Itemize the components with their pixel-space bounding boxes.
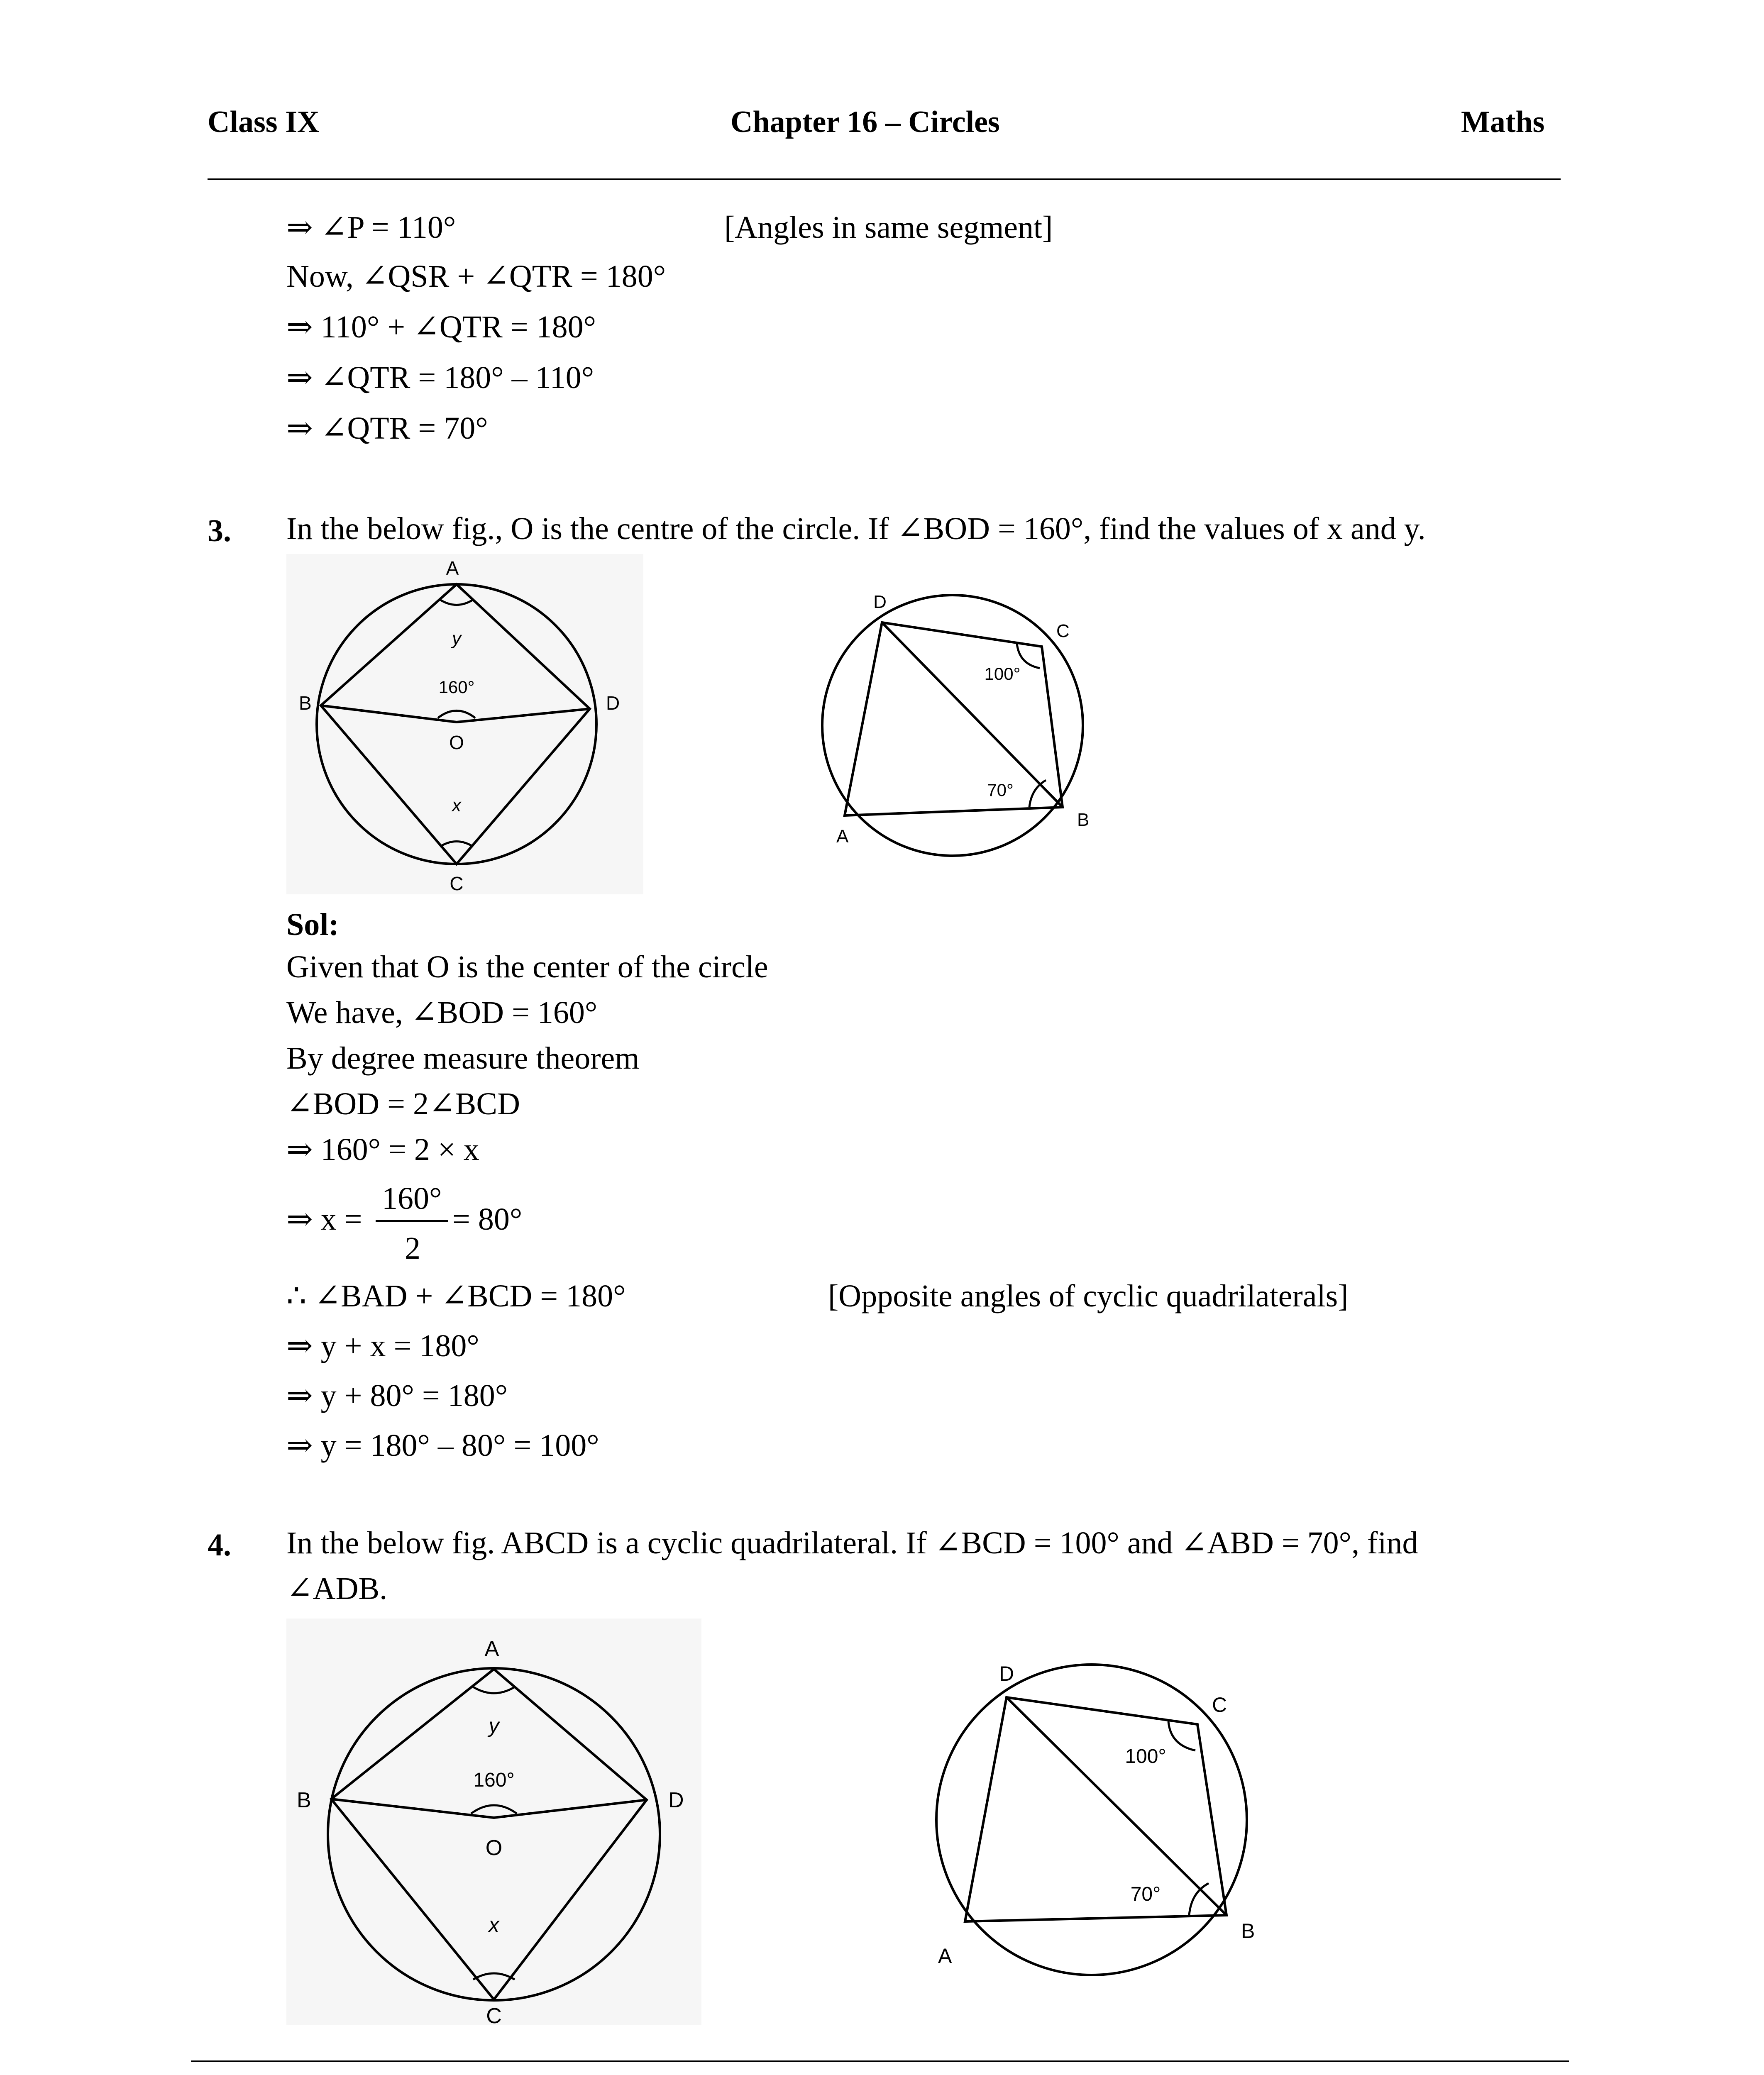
quad-figure bbox=[913, 1656, 1287, 1988]
angle-arc-c bbox=[1168, 1721, 1195, 1750]
solution-line: ⇒ y + x = 180° bbox=[286, 1328, 479, 1363]
circle-figure bbox=[286, 554, 643, 894]
angle-arc-a bbox=[440, 600, 473, 605]
solution-line: By degree measure theorem bbox=[286, 1041, 640, 1076]
label-angle-c: 100° bbox=[1125, 1745, 1166, 1767]
label-a: A bbox=[836, 826, 849, 847]
label-a: A bbox=[484, 1637, 499, 1661]
question-number: 3. bbox=[208, 513, 231, 548]
label-x: x bbox=[452, 795, 461, 815]
angle-arc-o bbox=[471, 1805, 517, 1814]
header-subject: Maths bbox=[1461, 105, 1545, 139]
label-b: B bbox=[1241, 1919, 1255, 1943]
label-o: O bbox=[449, 732, 464, 753]
solution-line: ⇒ y = 180° – 80° = 100° bbox=[286, 1428, 599, 1463]
label-angle-b: 70° bbox=[1130, 1883, 1161, 1905]
step-line: ⇒ ∠QTR = 180° – 110° bbox=[286, 360, 594, 395]
fraction-numerator: 160° bbox=[382, 1181, 442, 1216]
solution-line: ∴ ∠BAD + ∠BCD = 180° bbox=[286, 1279, 626, 1313]
header-chapter-title: Chapter 16 – Circles bbox=[731, 105, 1000, 139]
label-d: D bbox=[606, 692, 620, 714]
label-x: x bbox=[489, 1913, 499, 1936]
label-c: C bbox=[486, 2004, 502, 2025]
circle-figure bbox=[286, 1618, 701, 2025]
solution-line: Given that O is the center of the circle bbox=[286, 950, 768, 984]
label-o: O bbox=[485, 1836, 503, 1860]
angle-arc-b bbox=[1029, 780, 1046, 807]
label-c: C bbox=[1056, 621, 1070, 641]
diagonal-db bbox=[1007, 1697, 1226, 1915]
angle-arc-a bbox=[473, 1687, 515, 1693]
fraction-denominator: 2 bbox=[405, 1231, 420, 1266]
solution-label: Sol: bbox=[286, 907, 339, 942]
question-text: In the below fig. ABCD is a cyclic quadrilateral. If ∠BCD = 100° and ∠ABD = 70°, find bbox=[286, 1526, 1418, 1560]
diagonal-db bbox=[882, 622, 1063, 807]
step-line: Now, ∠QSR + ∠QTR = 180° bbox=[286, 259, 666, 294]
label-angle-bod: 160° bbox=[473, 1769, 515, 1791]
step-line: ⇒ ∠P = 110° bbox=[286, 210, 456, 245]
fraction-prefix: ⇒ x = bbox=[286, 1202, 362, 1237]
label-angle-c: 100° bbox=[984, 664, 1021, 684]
header-class: Class IX bbox=[208, 105, 320, 139]
radius-lines bbox=[331, 1799, 647, 1818]
label-d: D bbox=[668, 1788, 684, 1812]
step-line: ⇒ 110° + ∠QTR = 180° bbox=[286, 310, 596, 344]
label-angle-b: 70° bbox=[987, 780, 1014, 800]
label-c: C bbox=[1212, 1693, 1227, 1716]
reason-note: [Opposite angles of cyclic quadrilaterals] bbox=[828, 1279, 1349, 1313]
label-d: D bbox=[873, 592, 887, 612]
solution-line: ⇒ 160° = 2 × x bbox=[286, 1132, 479, 1167]
label-y: y bbox=[489, 1714, 499, 1737]
label-a: A bbox=[938, 1944, 952, 1968]
question-text: In the below fig., O is the centre of the circle. If ∠BOD = 160°, find the values of x and y. bbox=[286, 511, 1426, 546]
question-text: ∠ADB. bbox=[286, 1571, 388, 1606]
header-rule bbox=[208, 178, 1561, 180]
label-b: B bbox=[299, 692, 312, 714]
circle bbox=[317, 584, 596, 864]
quad-figure bbox=[807, 585, 1123, 876]
footer-rule bbox=[191, 2060, 1569, 2062]
label-c: C bbox=[450, 873, 464, 894]
fraction-bar bbox=[376, 1220, 448, 1222]
question-number: 4. bbox=[208, 1528, 231, 1562]
solution-line: We have, ∠BOD = 160° bbox=[286, 995, 598, 1030]
label-y: y bbox=[452, 628, 461, 649]
step-line: ⇒ ∠QTR = 70° bbox=[286, 411, 488, 446]
quadrilateral bbox=[321, 584, 590, 864]
quadrilateral bbox=[965, 1697, 1226, 1921]
angle-arc-o bbox=[438, 711, 475, 718]
radius-lines bbox=[321, 706, 590, 722]
fraction-suffix: = 80° bbox=[452, 1202, 523, 1237]
label-angle-bod: 160° bbox=[438, 677, 475, 697]
angle-arc-c bbox=[440, 842, 473, 847]
quadrilateral bbox=[845, 622, 1063, 815]
label-b: B bbox=[1077, 810, 1090, 830]
reason-note: [Angles in same segment] bbox=[724, 210, 1053, 245]
solution-line: ∠BOD = 2∠BCD bbox=[286, 1086, 520, 1121]
label-a: A bbox=[446, 557, 459, 579]
solution-line: ⇒ y + 80° = 180° bbox=[286, 1378, 508, 1413]
label-b: B bbox=[297, 1788, 311, 1812]
label-d: D bbox=[999, 1662, 1014, 1685]
